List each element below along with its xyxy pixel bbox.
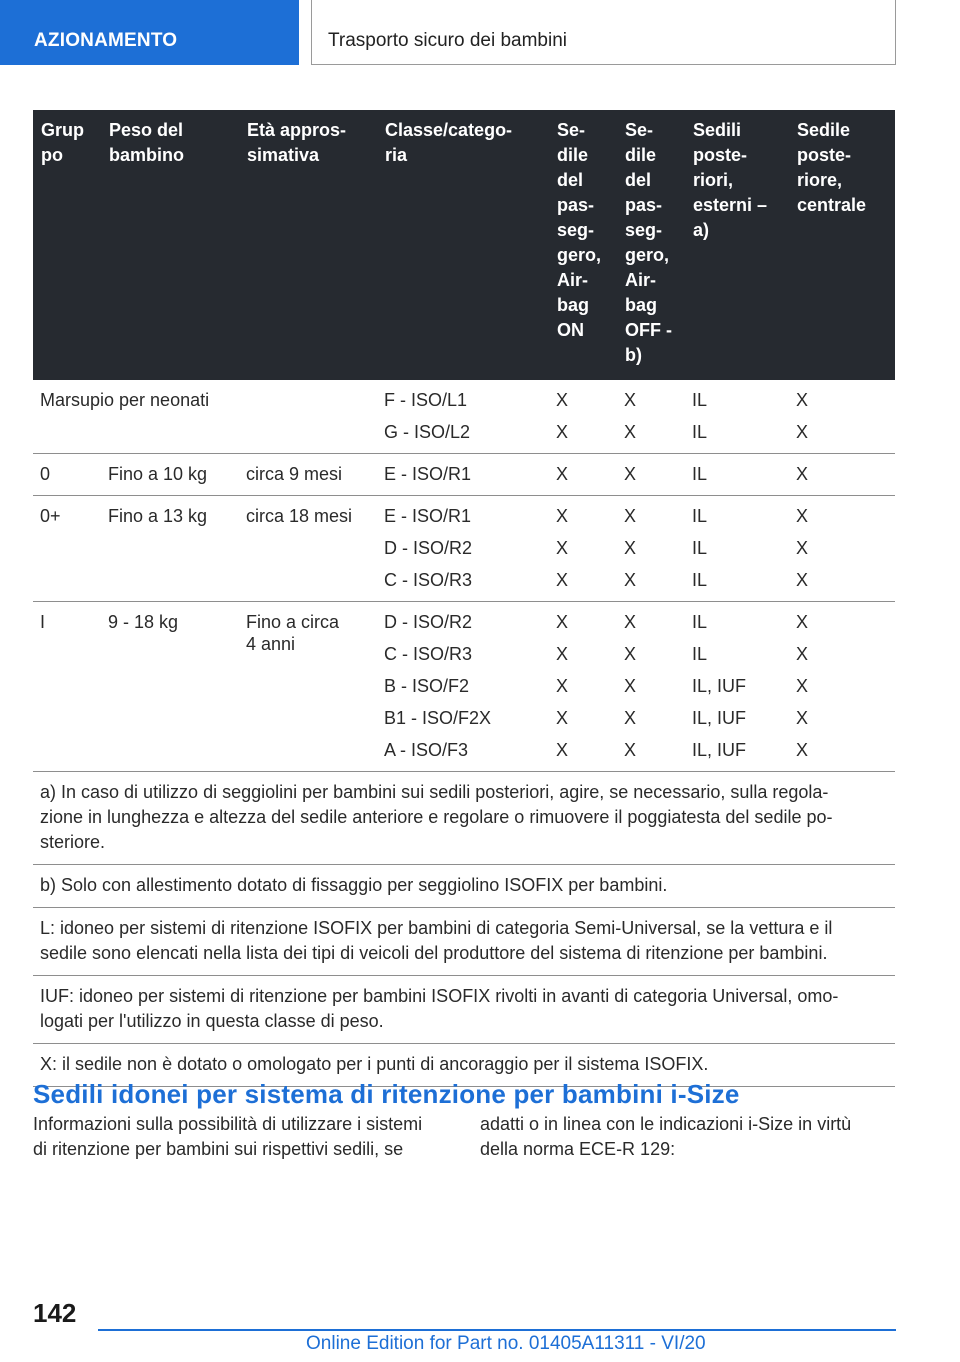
rear-outer-cell-value: IL [692,464,708,484]
airbag-on-cell-value: X [556,390,569,410]
footer-edition: Online Edition for Part no. 01405A11311 - VI/20 [306,1333,706,1354]
class-cell-value: D - ISO/R2 [384,538,473,558]
group-cell: 0+ [33,496,101,602]
rear-outer-cell [685,496,789,602]
class-cell-value: B1 - ISO/F2X [384,708,492,728]
weight-cell: Fino a 10 kg [101,454,239,496]
airbag-off-cell-value: X [624,612,637,632]
rear-center-cell-value: X [796,740,809,760]
rear-outer-cell-value: IL [692,612,708,632]
column-header: Grup po [33,110,101,380]
weight-cell: 9 - 18 kg [101,602,239,772]
rear-center-cell-value: X [796,708,809,728]
note-row [33,908,895,976]
body-text-col1: Informazioni sulla possibilità di utilizzare i sistemi di ritenzione per bambini sui rispettivi sedili, se [33,1114,423,1159]
table-row [33,454,895,496]
table-row [33,602,895,772]
rear-outer-cell-value: IL [692,390,708,410]
rear-outer-cell-value: IL [692,506,708,526]
column-header: Se- dile del pas- seg- gero, Air- bag OFF - b) [617,110,685,380]
airbag-off-cell-value: X [624,676,637,696]
rear-center-cell [789,496,895,602]
class-cell-value: F - ISO/L1 [384,390,468,410]
airbag-on-cell [549,380,617,454]
rear-center-cell-value: X [796,506,809,526]
section-heading: Sedili idonei per sistema di ritenzione per bambini i-Size [33,1079,740,1109]
rear-center-cell-value: X [796,644,809,664]
class-cell [377,602,549,772]
airbag-on-cell-value: X [556,612,569,632]
class-cell [377,496,549,602]
table-row [33,496,895,602]
airbag-off-cell-value: X [624,570,637,590]
note-row [33,865,895,908]
rear-center-cell-value: X [796,538,809,558]
class-cell-value: B - ISO/F2 [384,676,470,696]
airbag-off-cell [617,454,685,496]
airbag-on-cell [549,454,617,496]
airbag-off-cell-value: X [624,390,637,410]
airbag-off-cell-value: X [624,644,637,664]
rear-center-cell-value: X [796,570,809,590]
class-cell [377,380,549,454]
column-header: Se- dile del pas- seg- gero, Air- bag ON [549,110,617,380]
group-cell: 0 [33,454,101,496]
rear-outer-cell-value: IL [692,644,708,664]
rear-outer-cell-value: IL, IUF [692,740,747,760]
rear-center-cell-value: X [796,612,809,632]
airbag-off-cell [617,380,685,454]
airbag-off-cell-value: X [624,464,637,484]
rear-outer-cell-value: IL [692,538,708,558]
class-cell-value: G - ISO/L2 [384,422,471,442]
group-cell: I [33,602,101,772]
airbag-on-cell-value: X [556,644,569,664]
table-note: b) Solo con allestimento dotato di fissaggio per seggiolino ISOFIX per bambini. [33,865,895,908]
rear-outer-cell-value: IL [692,422,708,442]
rear-center-cell-value: X [796,676,809,696]
rear-outer-cell-value: IL [692,570,708,590]
column-header: Età appros- simativa [239,110,377,380]
rear-center-cell [789,454,895,496]
rear-outer-cell [685,602,789,772]
rear-center-cell-value: X [796,390,809,410]
airbag-off-cell [617,496,685,602]
airbag-on-cell-value: X [556,538,569,558]
table-note: L: idoneo per sistemi di ritenzione ISOFIX per bambini di categoria Semi-Universal, se la vettura e il sedile sono elencati nella lista dei tipi di veicoli del produttore del sistema di ritenzione per bambini. [33,908,895,976]
rear-outer-cell-value: IL, IUF [692,676,747,696]
table-note: a) In caso di utilizzo di seggiolini per bambini sui sedili posteriori, agire, se necessario, sulla regola- zione in lunghezza e altezza del sedile anteriore e regolare o rimuovere il poggiatesta del sedile po- steriore. [33,772,895,865]
table-note: X: il sedile non è dotato o omologato per i punti di ancoraggio per il sistema ISOFIX. [33,1044,895,1087]
rear-center-cell-value: X [796,464,809,484]
rear-center-cell [789,380,895,454]
isofix-table [33,110,895,1087]
airbag-on-cell [549,496,617,602]
airbag-on-cell [549,602,617,772]
body-text-col2: adatti o in linea con le indicazioni i-Size in virtù della norma ECE-R 129: [480,1114,852,1159]
age-cell: circa 18 mesi [239,496,377,602]
rear-outer-cell [685,454,789,496]
airbag-off-cell-value: X [624,708,637,728]
rear-outer-cell-value: IL, IUF [692,708,747,728]
airbag-on-cell-value: X [556,740,569,760]
age-cell: Fino a circa 4 anni [239,602,377,772]
rear-outer-cell [685,380,789,454]
footer-rule [98,1329,896,1331]
age-cell: circa 9 mesi [239,454,377,496]
airbag-on-cell-value: X [556,676,569,696]
airbag-on-cell-value: X [556,708,569,728]
class-cell-value: E - ISO/R1 [384,464,472,484]
table-note: IUF: idoneo per sistemi di ritenzione per bambini ISOFIX rivolti in avanti di categoria Universal, omo- logati per l'utilizzo in questa classe di peso. [33,976,895,1044]
column-header: Peso del bambino [101,110,239,380]
column-header: Sedili poste- riori, esterni – a) [685,110,789,380]
airbag-off-cell [617,602,685,772]
class-cell [377,454,549,496]
note-row [33,976,895,1044]
rear-center-cell-value: X [796,422,809,442]
rear-center-cell [789,602,895,772]
page-number: 142 [33,1298,77,1328]
page-header-title: Trasporto sicuro dei bambini [311,0,896,65]
airbag-off-cell-value: X [624,538,637,558]
table-row [33,380,895,454]
weight-cell: Fino a 13 kg [101,496,239,602]
class-cell-value: D - ISO/R2 [384,612,473,632]
class-cell-value: C - ISO/R3 [384,570,473,590]
airbag-on-cell-value: X [556,570,569,590]
class-cell-value: C - ISO/R3 [384,644,473,664]
column-header: Sedile poste- riore, centrale [789,110,895,380]
airbag-off-cell-value: X [624,740,637,760]
airbag-on-cell-value: X [556,422,569,442]
airbag-on-cell-value: X [556,464,569,484]
group-weight-cell: Marsupio per neonati [33,380,377,454]
airbag-off-cell-value: X [624,506,637,526]
note-row [33,772,895,865]
table-header-row [33,110,895,380]
column-header: Classe/catego- ria [377,110,549,380]
class-cell-value: A - ISO/F3 [384,740,469,760]
section-tab: AZIONAMENTO [0,0,299,65]
class-cell-value: E - ISO/R1 [384,506,472,526]
airbag-on-cell-value: X [556,506,569,526]
airbag-off-cell-value: X [624,422,637,442]
